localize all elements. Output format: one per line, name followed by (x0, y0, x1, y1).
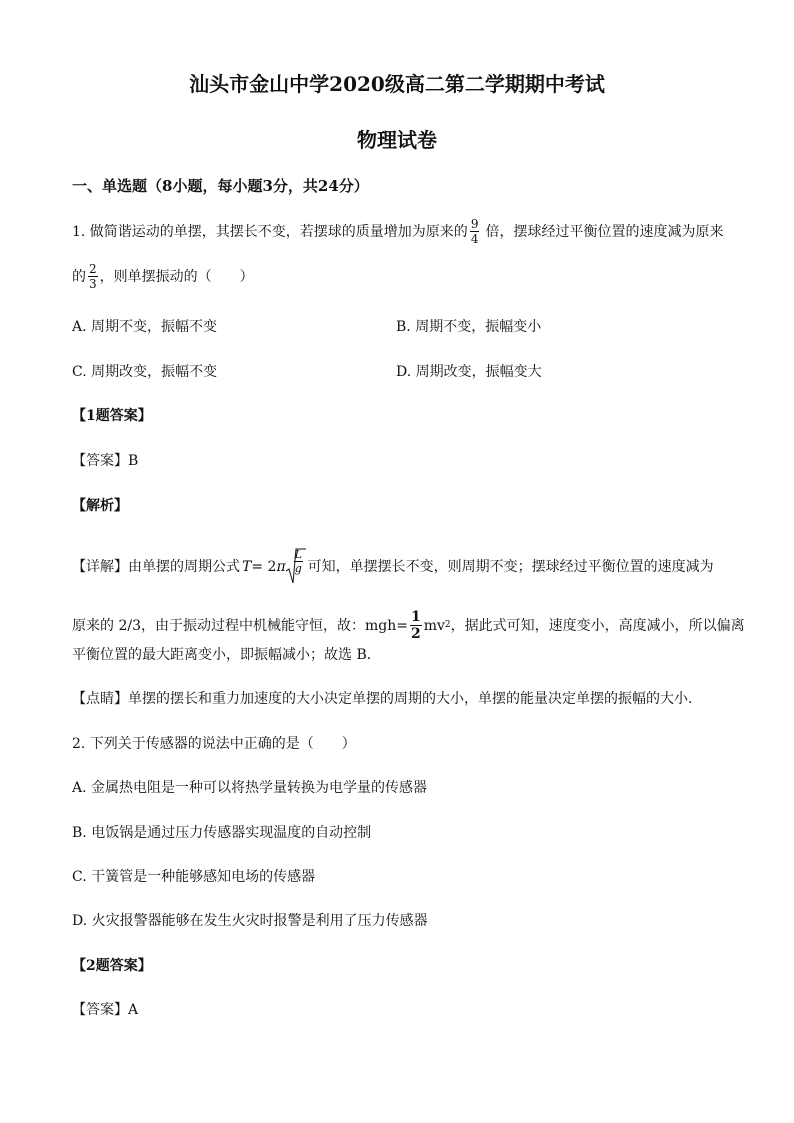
q1-frac1-den: 4 (470, 232, 479, 246)
q2-answer: 【答案】A (72, 1002, 139, 1018)
half-den: 2 (410, 626, 421, 642)
q1-fraction-nine-quarters (470, 218, 480, 245)
q1-answer-header: 【1题答案】 (72, 408, 152, 424)
q1-detail-b: 可知，单摆摆长不变，则周期不变；摆球经过平衡位置的速度减为 (307, 559, 714, 575)
formula-eq: = 2 (251, 559, 277, 575)
q1-frac2-num: 2 (89, 262, 97, 276)
formula-T: T (242, 559, 252, 575)
formula-g: g (294, 562, 302, 575)
q1-option-b[interactable]: B. 周期不变，振幅变小 (396, 319, 542, 335)
q2-answer-header: 【2题答案】 (72, 958, 152, 974)
q1-detail-line3: 平衡位置的最大距离变小，即振幅减小；故选 B． (72, 647, 381, 663)
q1-detail-a: 【详解】由单摆的周期公式 (72, 559, 240, 575)
document-subtitle: 物理试卷 (357, 128, 437, 152)
q1-detail-line1 (72, 547, 714, 587)
half-num: 1 (410, 609, 421, 625)
q1-stem-a: 1. 做简谐运动的单摆，其摆长不变，若摆球的质量增加为原来的 (72, 223, 468, 240)
q1-answer: 【答案】B (72, 453, 139, 469)
q1-fraction-two-thirds (88, 263, 98, 290)
q1-detail-e: ，据此式可知，速度变小，高度减小，所以偏离 (450, 617, 745, 634)
q1-stem-line1 (72, 218, 723, 245)
q1-detail-d: mv (423, 617, 445, 634)
q1-stem-c: 的 (72, 268, 86, 285)
q1-option-d[interactable]: D. 周期改变，振幅变大 (396, 364, 542, 380)
q2-stem: 2. 下列关于传感器的说法中正确的是（ ） (72, 736, 356, 752)
q1-comment: 【点睛】单摆的摆长和重力加速度的大小决定单摆的周期的大小，单摆的能量决定单摆的振幅的大小． (72, 691, 702, 707)
q2-option-c[interactable]: C. 干簧管是一种能够感知电场的传感器 (72, 869, 316, 885)
q1-frac1-num: 9 (470, 217, 479, 231)
formula-L: L (294, 548, 302, 561)
half-fraction (410, 610, 422, 641)
q2-option-d[interactable]: D. 火灾报警器能够在发生火灾时报警是利用了压力传感器 (72, 913, 428, 929)
formula-pi: π (276, 559, 286, 575)
q1-detail-sup: 2 (444, 620, 451, 630)
section-heading: 一、单选题（8小题，每小题3分，共24分） (72, 177, 369, 195)
document-title: 汕头市金山中学2020级高二第二学期期中考试 (189, 72, 605, 96)
q2-option-a[interactable]: A. 金属热电阻是一种可以将热学量转换为电学量的传感器 (72, 780, 428, 796)
q1-stem-d: ，则单摆振动的（ ） (99, 268, 254, 285)
q1-analysis-header: 【解析】 (72, 498, 128, 514)
q2-option-b[interactable]: B. 电饭锅是通过压力传感器实现温度的自动控制 (72, 825, 372, 841)
q1-stem-b: 倍，摆球经过平衡位置的速度减为原来 (485, 223, 724, 240)
q1-detail-line2 (72, 610, 745, 641)
square-root-sign (286, 547, 306, 587)
q1-detail-c: 原来的 2/3，由于振动过程中机械能守恒，故：mgh= (72, 617, 408, 634)
q1-stem-line2 (72, 263, 254, 290)
q1-option-a[interactable]: A. 周期不变，振幅不变 (72, 319, 218, 335)
formula-L-over-g (294, 549, 303, 574)
q1-frac2-den: 3 (89, 277, 97, 291)
q1-option-c[interactable]: C. 周期改变，振幅不变 (72, 364, 218, 380)
period-formula (242, 547, 306, 587)
